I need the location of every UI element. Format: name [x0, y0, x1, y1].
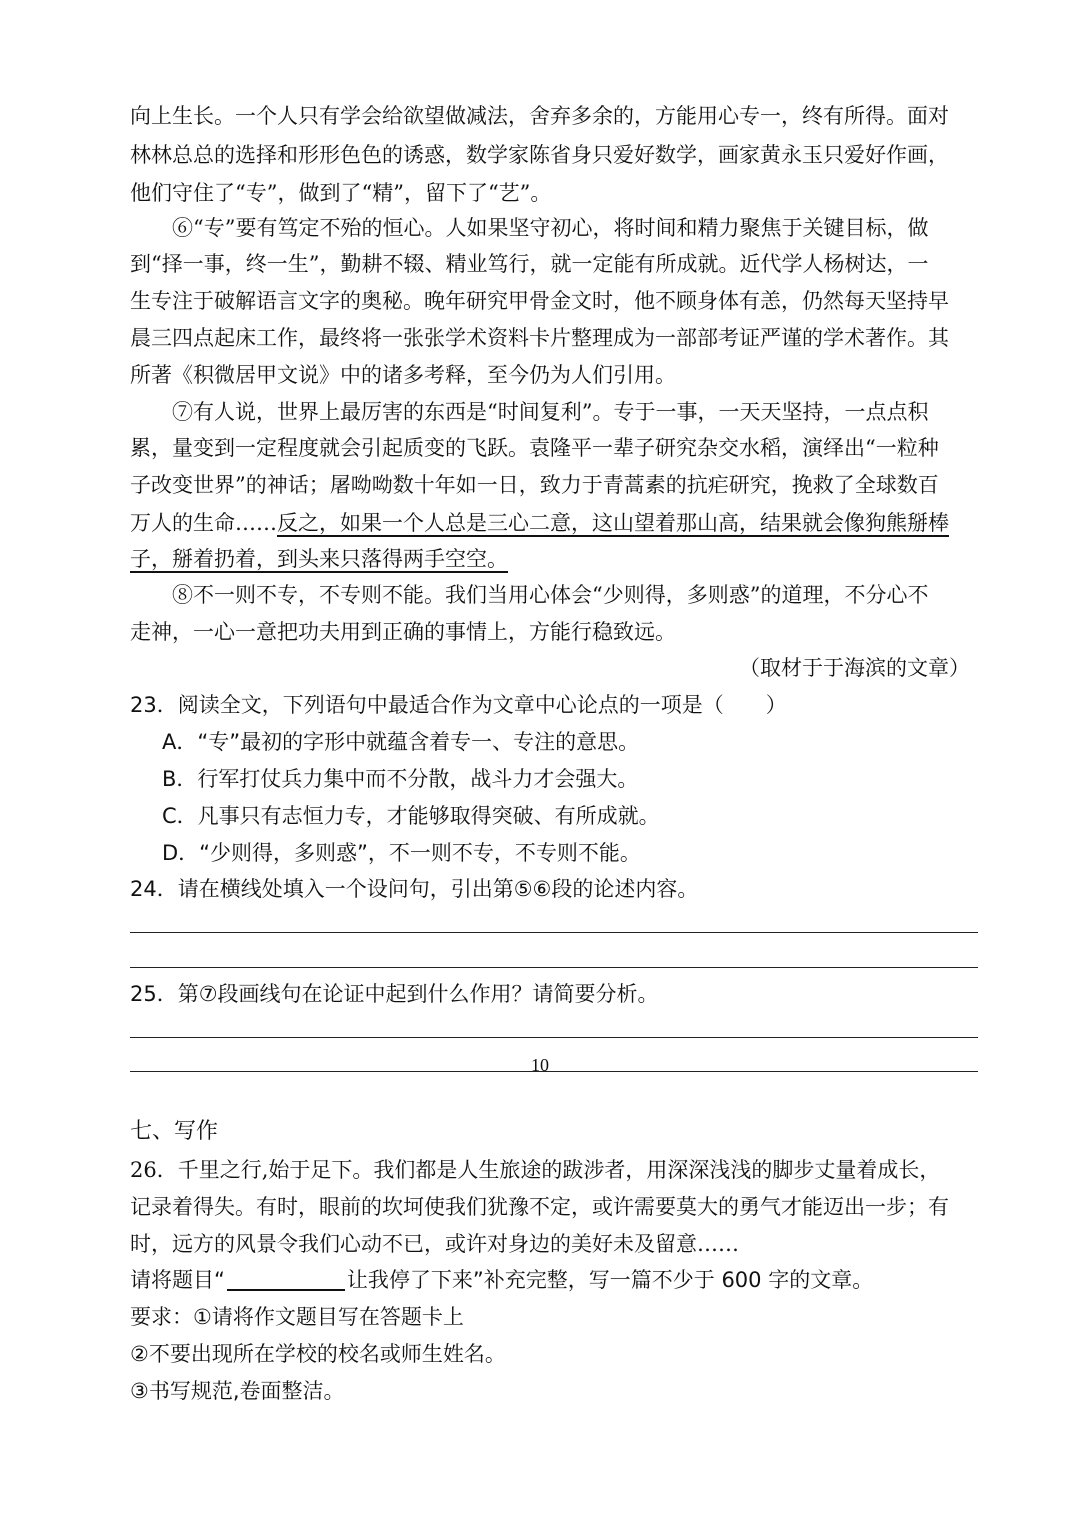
title-prefix: 请将题目“ [130, 1268, 225, 1292]
title-instruction [130, 1265, 873, 1295]
question-24-stem: 24．请在横线处填入一个设问句，引出第⑤⑥段的论述内容。 [130, 877, 699, 901]
passage-line: 向上生长。一个人只有学会给欲望做减法，舍弃多余的，方能用心专一，终有所得。面对 [130, 104, 949, 128]
writing-prompt-line: 记录着得失。有时，眼前的坎坷使我们犹豫不定，或许需要莫大的勇气才能迈出一步；有 [130, 1195, 949, 1219]
passage-line: 林林总总的选择和形形色色的诱惑，数学家陈省身只爱好数学，画家黄永玉只爱好作画， [130, 143, 949, 167]
passage-line: 到“择一事，终一生”，勤耕不辍、精业笃行，就一定能有所成就。近代学人杨树达，一 [130, 252, 929, 276]
option-a: A．“专”最初的字形中就蕴含着专一、专注的意思。 [162, 730, 640, 754]
underlined-sentence: 子，掰着扔着，到头来只落得两手空空。 [130, 547, 508, 571]
passage-line: 他们守住了“专”，做到了“精”，留下了“艺”。 [130, 181, 552, 205]
section-title: 七、写作 [130, 1119, 219, 1144]
requirement-line: ②不要出现所在学校的校名或师生姓名。 [130, 1342, 506, 1366]
passage-text: 万人的生命…… [130, 511, 277, 535]
requirement-line: ③书写规范,卷面整洁。 [130, 1379, 345, 1403]
passage-line: ⑦有人说，世界上最厉害的东西是“时间复利”。专于一事，一天天坚持，一点点积 [172, 400, 929, 424]
source-note: （取材于于海滨的文章） [739, 656, 970, 680]
passage-line: 子改变世界”的神话；屠呦呦数十年如一日，致力于青蒿素的抗疟研究，挽救了全球数百 [130, 473, 939, 497]
writing-prompt-line: 26．千里之行,始于足下。我们都是人生旅途的跋涉者，用深深浅浅的脚步丈量着成长， [130, 1158, 941, 1182]
title-suffix: 让我停了下来”补充完整，写一篇不少于 600 字的文章。 [346, 1268, 874, 1292]
passage-line [130, 508, 949, 538]
underlined-sentence: 反之，如果一个人总是三心二意，这山望着那山高，结果就会像狗熊掰棒 [277, 511, 949, 535]
writing-prompt-line: 时，远方的风景令我们心动不已，或许对身边的美好未及留意…… [130, 1232, 739, 1256]
passage-line [130, 544, 508, 574]
passage-line: 所著《积微居甲文说》中的诸多考释，至今仍为人们引用。 [130, 363, 676, 387]
requirement-line: 要求：①请将作文题目写在答题卡上 [130, 1305, 464, 1329]
question-23-stem: 23．阅读全文，下列语句中最适合作为文章中心论点的一项是（ ） [130, 693, 787, 717]
question-25-stem: 25．第⑦段画线句在论证中起到什么作用？请简要分析。 [130, 982, 659, 1006]
option-b: B．行军打仗兵力集中而不分散，战斗力才会强大。 [162, 767, 639, 791]
passage-line: ⑧不一则不专，不专则不能。我们当用心体会“少则得，多则惑”的道理，不分心不 [172, 583, 929, 607]
passage-line: 生专注于破解语言文字的奥秘。晚年研究甲骨金文时，他不顾身体有恙，仍然每天坚持早 [130, 289, 949, 313]
passage-line: ⑥“专”要有笃定不殆的恒心。人如果坚守初心，将时间和精力聚焦于关键目标，做 [172, 216, 929, 240]
page-number: 10 [531, 1055, 549, 1075]
answer-line[interactable] [130, 1037, 978, 1038]
option-d: D．“少则得，多则惑”，不一则不专，不专则不能。 [162, 841, 641, 865]
passage-line: 走神，一心一意把功夫用到正确的事情上，方能行稳致远。 [130, 620, 676, 644]
passage-line: 晨三四点起床工作，最终将一张张学术资料卡片整理成为一部部考证严谨的学术著作。其 [130, 326, 949, 350]
passage-line: 累，量变到一定程度就会引起质变的飞跃。袁隆平一辈子研究杂交水稻，演绎出“一粒种 [130, 436, 939, 460]
title-blank[interactable] [227, 1267, 345, 1291]
answer-line[interactable] [130, 967, 978, 968]
option-c: C．凡事只有志恒力专，才能够取得突破、有所成就。 [162, 804, 660, 828]
answer-line[interactable] [130, 932, 978, 933]
